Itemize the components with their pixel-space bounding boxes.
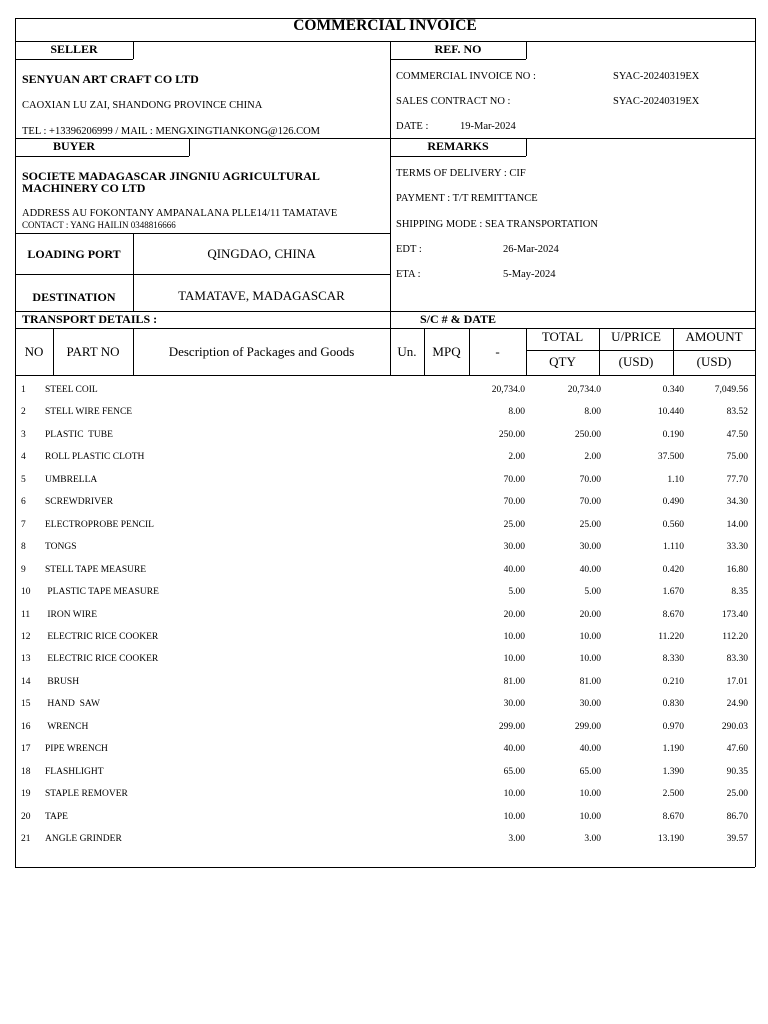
transport-details-label: TRANSPORT DETAILS : — [22, 312, 158, 326]
row-unit-price: 1.10 — [667, 474, 684, 485]
delivery-terms: TERMS OF DELIVERY : CIF — [396, 168, 526, 179]
row-description: HAND SAW — [45, 699, 100, 710]
row-mpq: 30.00 — [503, 542, 525, 553]
row-description: ELECTRIC RICE COOKER — [45, 654, 159, 665]
ref-label: REF. NO — [434, 42, 482, 56]
edt-value: 26-Mar-2024 — [503, 244, 559, 255]
row-description: TAPE — [45, 811, 68, 822]
row-total-qty: 70.00 — [579, 497, 601, 508]
row-no: 21 — [21, 834, 31, 844]
row-mpq: 30.00 — [503, 699, 525, 710]
remarks-label-bottom — [390, 156, 526, 157]
row-mpq: 25.00 — [503, 519, 525, 530]
col-header-qty: QTY — [549, 354, 576, 369]
seller-name: SENYUAN ART CRAFT CO LTD — [22, 72, 199, 86]
row-mpq: 40.00 — [503, 564, 525, 575]
row-description: ELECTROPROBE PENCIL — [45, 519, 154, 530]
row-description: STEEL COIL — [45, 385, 98, 395]
shipping-mode: SHIPPING MODE : SEA TRANSPORTATION — [396, 219, 598, 230]
row-no: 15 — [21, 699, 31, 710]
row-no: 12 — [21, 631, 31, 642]
col-header-total: TOTAL — [541, 329, 584, 344]
ref-label-right — [526, 41, 527, 59]
table-row — [0, 583, 768, 606]
row-no: 4 — [21, 452, 26, 463]
invoice-no-label: COMMERCIAL INVOICE NO : — [396, 71, 536, 82]
row-total-qty: 10.00 — [579, 789, 601, 800]
col-header-description: Description of Packages and Goods — [168, 344, 355, 359]
row-description: STELL WIRE FENCE — [45, 407, 133, 418]
row-total-qty: 10.00 — [579, 654, 601, 665]
row-no: 3 — [21, 429, 26, 440]
eta-label: ETA : — [396, 269, 421, 280]
row-mpq: 40.00 — [503, 744, 525, 755]
buyer-section-bottom — [15, 233, 390, 234]
remarks-label-right — [526, 138, 527, 156]
table-row — [0, 785, 768, 808]
header-bottom — [15, 375, 755, 376]
row-unit-price: 0.560 — [662, 519, 684, 530]
row-unit-price: 0.490 — [662, 497, 684, 508]
row-no: 13 — [21, 654, 31, 665]
table-row — [0, 538, 768, 561]
buyer-label: BUYER — [52, 139, 95, 153]
row-unit-price: 1.190 — [662, 744, 684, 755]
table-row — [0, 381, 768, 404]
ref-label-bottom — [390, 59, 526, 60]
table-row — [0, 426, 768, 449]
row-no: 11 — [21, 609, 31, 620]
table-row — [0, 650, 768, 673]
row-total-qty: 40.00 — [579, 564, 601, 575]
row-mpq: 10.00 — [503, 811, 525, 822]
buyer-name-line1: SOCIETE MADAGASCAR JINGNIU AGRICULTURAL — [22, 169, 320, 183]
remarks-label: REMARKS — [427, 139, 489, 153]
row-total-qty: 5.00 — [584, 587, 601, 598]
table-row — [0, 403, 768, 426]
row-description: PLASTIC TAPE MEASURE — [45, 587, 159, 598]
row-mpq: 65.00 — [503, 766, 525, 777]
row-no: 20 — [21, 811, 31, 822]
col-header-amount-unit: (USD) — [696, 354, 732, 369]
table-row — [0, 448, 768, 471]
row-unit-price: 0.420 — [662, 564, 684, 575]
row-mpq: 3.00 — [508, 834, 525, 844]
row-amount: 39.57 — [726, 834, 748, 844]
row-unit-price: 37.500 — [657, 452, 684, 463]
table-row — [0, 471, 768, 494]
row-unit-price: 0.830 — [662, 699, 684, 710]
row-no: 10 — [21, 587, 31, 598]
header-mid-line — [526, 350, 755, 351]
row-total-qty: 25.00 — [579, 519, 601, 530]
row-total-qty: 299.00 — [574, 721, 601, 732]
row-amount: 34.30 — [726, 497, 748, 508]
row-amount: 112.20 — [722, 631, 748, 642]
row-amount: 47.60 — [726, 744, 748, 755]
row-description: SCREWDRIVER — [45, 497, 114, 508]
row-no: 6 — [21, 497, 26, 508]
row-mpq: 2.00 — [508, 452, 525, 463]
row-description: TONGS — [45, 542, 77, 553]
row-description: FLASHLIGHT — [45, 766, 104, 777]
row-description: ANGLE GRINDER — [45, 834, 122, 844]
row-amount: 17.01 — [726, 676, 748, 687]
row-total-qty: 250.00 — [574, 429, 601, 440]
seller-contact: TEL : +13396206999 / MAIL : MENGXINGTIANKONG@126.COM — [22, 126, 320, 137]
col-header-no: NO — [24, 344, 44, 359]
row-amount: 33.30 — [726, 542, 748, 553]
row-description: PLASTIC TUBE — [45, 429, 113, 440]
buyer-address: ADDRESS AU FOKONTANY AMPANALANA PLLE14/11 TAMATAVE — [22, 208, 338, 219]
row-amount: 83.52 — [726, 407, 748, 418]
row-amount: 90.35 — [726, 766, 748, 777]
loading-port-value: QINGDAO, CHINA — [207, 246, 316, 261]
row-total-qty: 81.00 — [579, 676, 601, 687]
row-mpq: 8.00 — [508, 407, 525, 418]
row-total-qty: 10.00 — [579, 631, 601, 642]
buyer-label-right — [189, 138, 190, 156]
row-description: STELL TAPE MEASURE — [45, 564, 147, 575]
border-bottom — [15, 867, 755, 868]
col-header-amount: AMOUNT — [685, 329, 743, 344]
destination-label: DESTINATION — [32, 290, 116, 304]
table-row — [0, 516, 768, 539]
page-title: COMMERCIAL INVOICE — [293, 17, 477, 34]
sc-date-label: S/C # & DATE — [419, 312, 497, 326]
row-unit-price: 11.220 — [658, 631, 684, 642]
row-description: UMBRELLA — [45, 474, 98, 485]
table-row — [0, 830, 768, 853]
col-header-part-no: PART NO — [66, 344, 120, 359]
row-unit-price: 1.670 — [662, 587, 684, 598]
row-no: 14 — [21, 676, 31, 687]
row-description: BRUSH — [45, 676, 80, 687]
col-header-uprice: U/PRICE — [611, 329, 661, 344]
date-value: 19-Mar-2024 — [460, 121, 516, 132]
row-mpq: 20,734.0 — [491, 385, 525, 395]
row-amount: 83.30 — [726, 654, 748, 665]
row-total-qty: 2.00 — [584, 452, 601, 463]
row-total-qty: 70.00 — [579, 474, 601, 485]
row-unit-price: 1.110 — [662, 542, 684, 553]
contract-no-label: SALES CONTRACT NO : — [396, 96, 511, 107]
row-mpq: 10.00 — [503, 789, 525, 800]
edt-label: EDT : — [396, 244, 422, 255]
row-mpq: 70.00 — [503, 474, 525, 485]
row-amount: 24.90 — [726, 699, 748, 710]
row-no: 7 — [21, 519, 26, 530]
table-row — [0, 808, 768, 831]
row-description: ELECTRIC RICE COOKER — [45, 631, 159, 642]
table-row — [0, 628, 768, 651]
row-no: 2 — [21, 407, 26, 418]
row-mpq: 81.00 — [503, 676, 525, 687]
row-unit-price: 8.670 — [662, 811, 684, 822]
seller-label-right — [133, 41, 134, 59]
row-total-qty: 8.00 — [584, 407, 601, 418]
row-mpq: 299.00 — [498, 721, 525, 732]
row-no: 16 — [21, 721, 31, 732]
row-amount: 290.03 — [721, 721, 748, 732]
row-mpq: 5.00 — [508, 587, 525, 598]
row-amount: 77.70 — [726, 474, 748, 485]
table-row — [0, 606, 768, 629]
col-header-uprice-unit: (USD) — [618, 354, 654, 369]
row-total-qty: 20.00 — [579, 609, 601, 620]
loading-port-label: LOADING PORT — [27, 247, 121, 261]
row-no: 18 — [21, 766, 31, 777]
row-unit-price: 13.190 — [657, 834, 684, 844]
row-unit-price: 1.390 — [662, 766, 684, 777]
row-amount: 86.70 — [726, 811, 748, 822]
main-column-divider — [390, 41, 391, 328]
row-total-qty: 30.00 — [579, 699, 601, 710]
buyer-label-bottom — [15, 156, 189, 157]
row-total-qty: 10.00 — [579, 811, 601, 822]
payment-terms: PAYMENT : T/T REMITTANCE — [396, 193, 538, 204]
row-unit-price: 8.330 — [662, 654, 684, 665]
row-mpq: 70.00 — [503, 497, 525, 508]
eta-value: 5-May-2024 — [503, 269, 556, 280]
row-mpq: 10.00 — [503, 654, 525, 665]
destination-value: TAMATAVE, MADAGASCAR — [178, 288, 345, 303]
table-row — [0, 561, 768, 584]
row-amount: 14.00 — [726, 519, 748, 530]
row-unit-price: 0.190 — [662, 429, 684, 440]
row-amount: 173.40 — [721, 609, 748, 620]
row-no: 8 — [21, 542, 26, 553]
buyer-name-line2: MACHINERY CO LTD — [22, 181, 146, 195]
row-total-qty: 3.00 — [584, 834, 601, 844]
table-row — [0, 763, 768, 786]
row-description: STAPLE REMOVER — [45, 789, 128, 800]
row-total-qty: 20,734.0 — [567, 385, 601, 395]
row-unit-price: 0.210 — [662, 676, 684, 687]
row-unit-price: 8.670 — [662, 609, 684, 620]
row-unit-price: 0.970 — [662, 721, 684, 732]
col-header-dash: - — [495, 344, 500, 359]
seller-label-bottom — [15, 59, 133, 60]
row-unit-price: 0.340 — [662, 385, 684, 395]
row-amount: 7,049.56 — [714, 385, 748, 395]
loading-port-bottom — [15, 274, 390, 275]
invoice-no-value: SYAC-20240319EX — [613, 71, 700, 82]
row-no: 9 — [21, 564, 26, 575]
row-no: 19 — [21, 789, 31, 800]
row-amount: 75.00 — [726, 452, 748, 463]
table-row — [0, 493, 768, 516]
row-unit-price: 2.500 — [662, 789, 684, 800]
row-no: 1 — [21, 385, 26, 395]
row-description: IRON WIRE — [45, 609, 98, 620]
col-header-mpq: MPQ — [432, 344, 461, 359]
table-row — [0, 740, 768, 763]
table-row — [0, 673, 768, 696]
row-no: 17 — [21, 744, 31, 755]
row-no: 5 — [21, 474, 26, 485]
row-description: PIPE WRENCH — [45, 744, 108, 755]
table-row — [0, 718, 768, 741]
contract-no-value: SYAC-20240319EX — [613, 96, 700, 107]
row-unit-price: 10.440 — [657, 407, 684, 418]
table-row — [0, 695, 768, 718]
row-amount: 8.35 — [731, 587, 748, 598]
row-mpq: 250.00 — [498, 429, 525, 440]
seller-label: SELLER — [50, 42, 98, 56]
col-header-unit: Un. — [397, 344, 417, 359]
row-mpq: 20.00 — [503, 609, 525, 620]
date-label: DATE : — [396, 121, 429, 132]
row-amount: 47.50 — [726, 429, 748, 440]
row-total-qty: 65.00 — [579, 766, 601, 777]
row-total-qty: 40.00 — [579, 744, 601, 755]
row-total-qty: 30.00 — [579, 542, 601, 553]
row-description: ROLL PLASTIC CLOTH — [45, 452, 145, 463]
row-amount: 16.80 — [726, 564, 748, 575]
seller-address: CAOXIAN LU ZAI, SHANDONG PROVINCE CHINA — [22, 100, 263, 111]
buyer-contact: CONTACT : YANG HAILIN 0348816666 — [22, 220, 176, 230]
row-description: WRENCH — [45, 721, 89, 732]
row-amount: 25.00 — [726, 789, 748, 800]
row-mpq: 10.00 — [503, 631, 525, 642]
